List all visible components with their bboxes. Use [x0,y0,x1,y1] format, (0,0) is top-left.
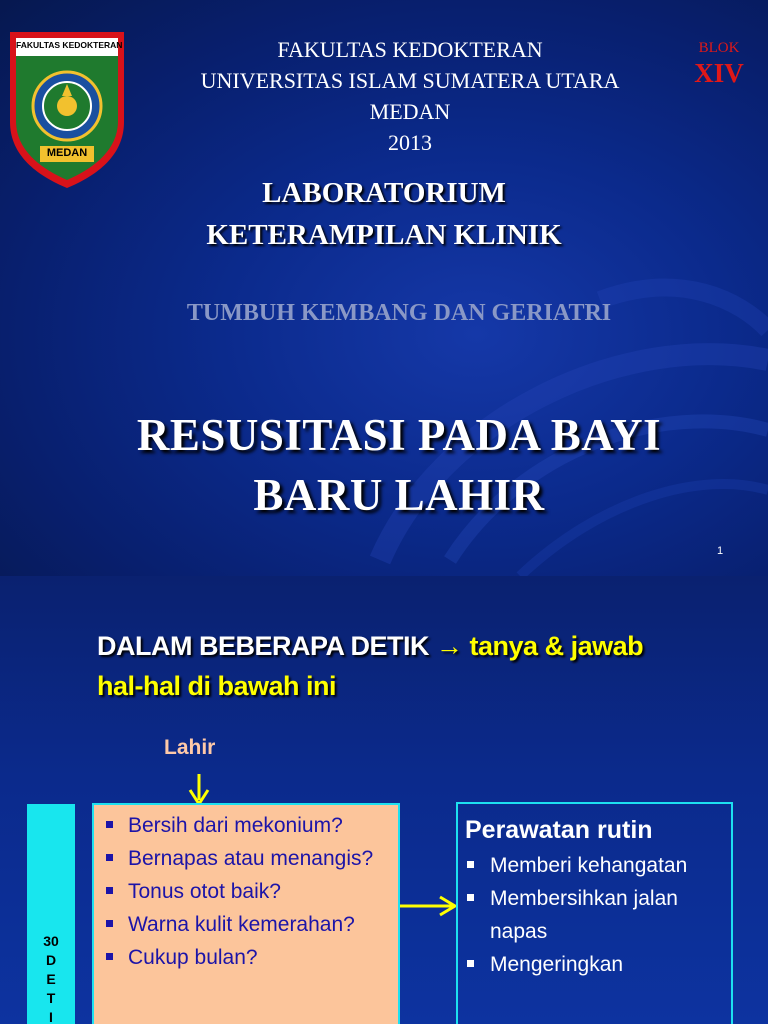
heading-arrow: → [436,631,463,661]
question-item [94,842,398,875]
subject-title: TUMBUH KEMBANG DAN GERIATRI [186,300,612,326]
time-indicator-bar [27,804,75,1024]
question-text: Cukup bulan? [128,946,258,969]
time-indicator-char: E [46,971,56,987]
square-bullet-icon [106,920,113,927]
main-title-line-2: BARU LAHIR [253,470,545,520]
heading-line-2: hal-hal di bawah ini [97,671,337,701]
lab-title [0,172,768,256]
main-title-line-1: RESUSITASI PADA BAYI [136,410,662,460]
time-indicator-char: I [49,1009,53,1024]
logo-top-text: FAKULTAS KEDOKTERAN [16,40,123,50]
question-item [94,908,398,941]
question-item [94,809,398,842]
question-text: Tonus otot baik? [128,880,281,903]
square-bullet-icon [467,960,474,967]
header-line-university: UNIVERSITAS ISLAM SUMATERA UTARA [200,68,620,93]
routine-care-text: Mengeringkan [490,953,624,976]
down-arrow-icon [190,774,208,804]
question-text: Bersih dari mekonium? [128,814,343,837]
institution-header [150,34,670,158]
square-bullet-icon [106,821,113,828]
slide-main-title [0,405,768,525]
question-text: Warna kulit kemerahan? [128,913,355,936]
question-item [94,875,398,908]
routine-care-item [458,849,731,882]
blok-number: XIV [694,58,744,88]
lab-title-line-1: LABORATORIUM [262,177,506,209]
routine-care-text: Memberi kehangatan [490,854,688,877]
question-item [94,941,398,974]
square-bullet-icon [106,953,113,960]
square-bullet-icon [467,894,474,901]
routine-care-title: Perawatan rutin [465,816,653,844]
header-line-year: 2013 [388,130,432,155]
time-indicator-char: T [46,990,56,1006]
birth-label: Lahir [164,736,216,759]
square-bullet-icon [106,887,113,894]
routine-care-item [458,882,731,948]
time-indicator-char: D [45,952,57,968]
square-bullet-icon [467,861,474,868]
routine-care-box [456,802,733,1024]
routine-care-item [458,948,731,981]
header-line-faculty: FAKULTAS KEDOKTERAN [277,37,543,62]
lab-title-line-2: KETERAMPILAN KLINIK [206,219,562,251]
slide-heading [97,626,643,706]
blok-label: BLOK [698,40,740,56]
faculty-logo [6,26,128,190]
routine-care-text: Membersihkan jalan napas [490,887,678,943]
assessment-questions-box [92,803,400,1024]
time-indicator-char: 30 [43,933,59,949]
time-indicator-text [27,932,75,1024]
heading-part-1: DALAM BEBERAPA DETIK [97,631,429,661]
heading-part-2: tanya & jawab [469,631,644,661]
page-number: 1 [716,545,724,557]
blok-badge [680,38,758,88]
square-bullet-icon [106,854,113,861]
right-arrow-icon [398,897,455,915]
slide-resuscitation-flow [0,576,768,1024]
header-line-city: MEDAN [369,99,451,124]
logo-bottom-text: MEDAN [46,147,88,159]
question-text: Bernapas atau menangis? [128,847,374,870]
